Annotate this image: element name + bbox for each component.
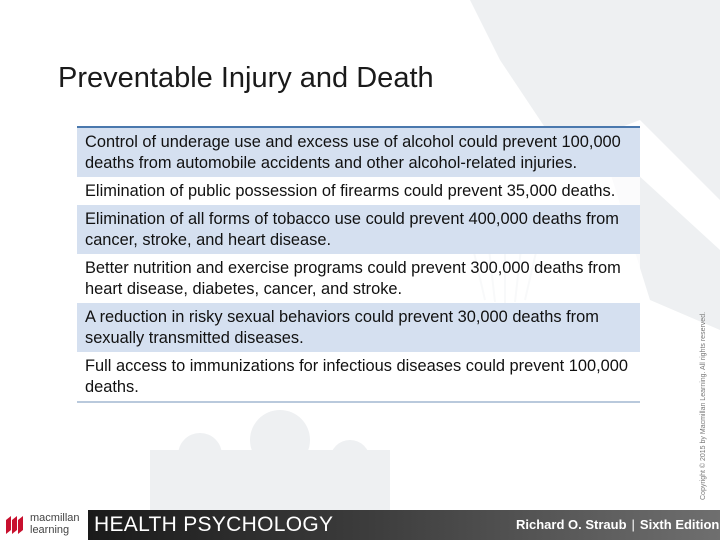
table-row-nutrition: Better nutrition and exercise programs could prevent 300,000 deaths from heart disease, diabetes, cancer, and stroke.: [77, 254, 640, 303]
macmillan-logo-icon: [4, 514, 26, 536]
table-row-firearms: Elimination of public possession of firearms could prevent 35,000 deaths.: [77, 177, 640, 205]
author-edition: [516, 517, 719, 532]
author-name: Richard O. Straub: [516, 517, 627, 532]
table-row-sexual-behavior: A reduction in risky sexual behaviors could prevent 30,000 deaths from sexually transmitted diseases.: [77, 303, 640, 352]
table-row-alcohol: Control of underage use and excess use of alcohol could prevent 100,000 deaths from automobile accidents and other alcohol-related injuries.: [77, 128, 640, 177]
footer-separator: |: [631, 517, 635, 532]
edition-label: Sixth Edition: [639, 517, 720, 532]
book-title: HEALTH PSYCHOLOGY: [94, 513, 334, 536]
publisher-line-1: macmillan: [30, 512, 80, 524]
publisher-line-2: learning: [30, 524, 70, 536]
prevention-table: [77, 126, 640, 403]
table-row-tobacco: Elimination of all forms of tobacco use could prevent 400,000 deaths from cancer, stroke, and heart disease.: [77, 205, 640, 254]
slide-title: Preventable Injury and Death: [58, 62, 434, 94]
publisher-logo-text: [30, 512, 86, 536]
copyright-notice: Copyright © 2015 by Macmillan Learning. All rights reserved.: [700, 311, 707, 500]
table-row-immunization: Full access to immunizations for infectious diseases could prevent 100,000 deaths.: [77, 352, 640, 401]
